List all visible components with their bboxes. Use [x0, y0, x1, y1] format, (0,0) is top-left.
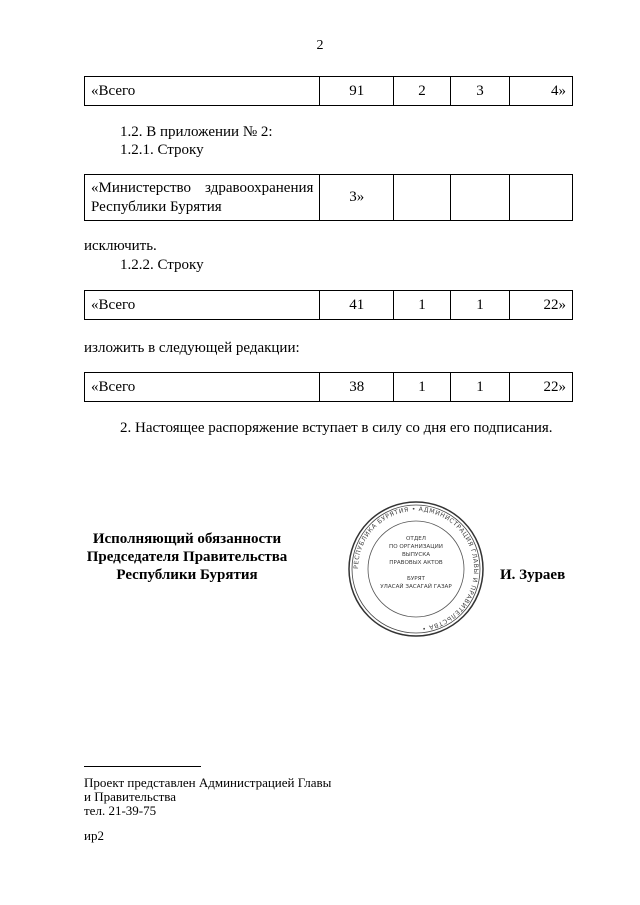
cell-value: 91: [320, 77, 394, 106]
cell-label-line1: «Министерство здравоохранения: [91, 179, 314, 196]
seal-center-line: УЛАСАЙ ЗАСАГАЙ ГАЗАР: [380, 584, 452, 590]
table-row-ministry: [84, 174, 573, 221]
cell-label: «Всего: [85, 373, 320, 402]
signatory-title-line2: Председателя Правительства: [86, 549, 288, 565]
paragraph-1-2-2: 1.2.2. Строку: [120, 257, 204, 273]
table-row-total-1: [84, 76, 573, 106]
page-number: 2: [316, 38, 324, 53]
cell-value: 22»: [510, 291, 573, 320]
signatory-title-line3: Республики Бурятия: [116, 567, 258, 583]
seal-outer-text: РЕСПУБЛИКА БУРЯТИЯ • АДМИНИСТРАЦИЯ ГЛАВЫ И ПРАВИТЕЛЬСТВА •: [352, 505, 480, 632]
cell-value: 2: [394, 77, 451, 106]
paragraph-state: изложить в следующей редакции:: [84, 340, 300, 356]
cell-value: 41: [320, 291, 394, 320]
seal-center-line: ПРАВОВЫХ АКТОВ: [389, 560, 443, 566]
signatory-title: [82, 530, 292, 584]
paragraph-1-2: 1.2. В приложении № 2:: [120, 124, 273, 140]
footer-code: ир2: [84, 828, 104, 843]
cell-value: 3: [450, 77, 510, 106]
cell-label-line2: Республики Бурятия: [91, 198, 222, 215]
seal-center-line: ПО ОРГАНИЗАЦИИ: [389, 544, 443, 550]
cell-value: 1: [394, 373, 451, 402]
footer-phone: тел. 21-39-75: [84, 803, 157, 818]
cell-value: 38: [320, 373, 394, 402]
cell-label: «Всего: [85, 77, 320, 106]
cell-label: «Всего: [85, 291, 320, 320]
cell-value: 4»: [510, 77, 573, 106]
signatory-name: И. Зураев: [500, 567, 566, 583]
footer-divider: [84, 766, 201, 767]
cell-empty: [394, 175, 451, 221]
footer-line1: Проект представлен Администрацией Главы: [84, 775, 332, 790]
table-row-total-2: [84, 290, 573, 320]
footer-contact: [84, 776, 331, 818]
seal-center-line: ВЫПУСКА: [401, 552, 431, 558]
cell-label: [85, 175, 320, 221]
seal-graphic: [347, 500, 485, 638]
seal-center-line: ОТДЕЛ: [406, 536, 426, 542]
paragraph-exclude: исключить.: [84, 238, 157, 254]
cell-value: 22»: [510, 373, 573, 402]
paragraph-2: 2. Настоящее распоряжение вступает в силу со дня его подписания.: [120, 420, 553, 436]
table-row-total-3: [84, 372, 573, 402]
seal-center-line: БУРЯТ: [407, 576, 425, 582]
signatory-title-line1: Исполняющий обязанности: [92, 531, 282, 547]
official-seal: [347, 500, 485, 638]
footer-line2: и Правительства: [84, 789, 177, 804]
cell-value: 1: [450, 291, 510, 320]
cell-value: 1: [450, 373, 510, 402]
cell-empty: [510, 175, 573, 221]
cell-empty: [450, 175, 510, 221]
svg-text:РЕСПУБЛИКА БУРЯТИЯ • АДМИНИСТР: [353, 506, 479, 632]
cell-value: 1: [394, 291, 451, 320]
paragraph-1-2-1: 1.2.1. Строку: [120, 142, 204, 158]
cell-value: 3»: [320, 175, 394, 221]
